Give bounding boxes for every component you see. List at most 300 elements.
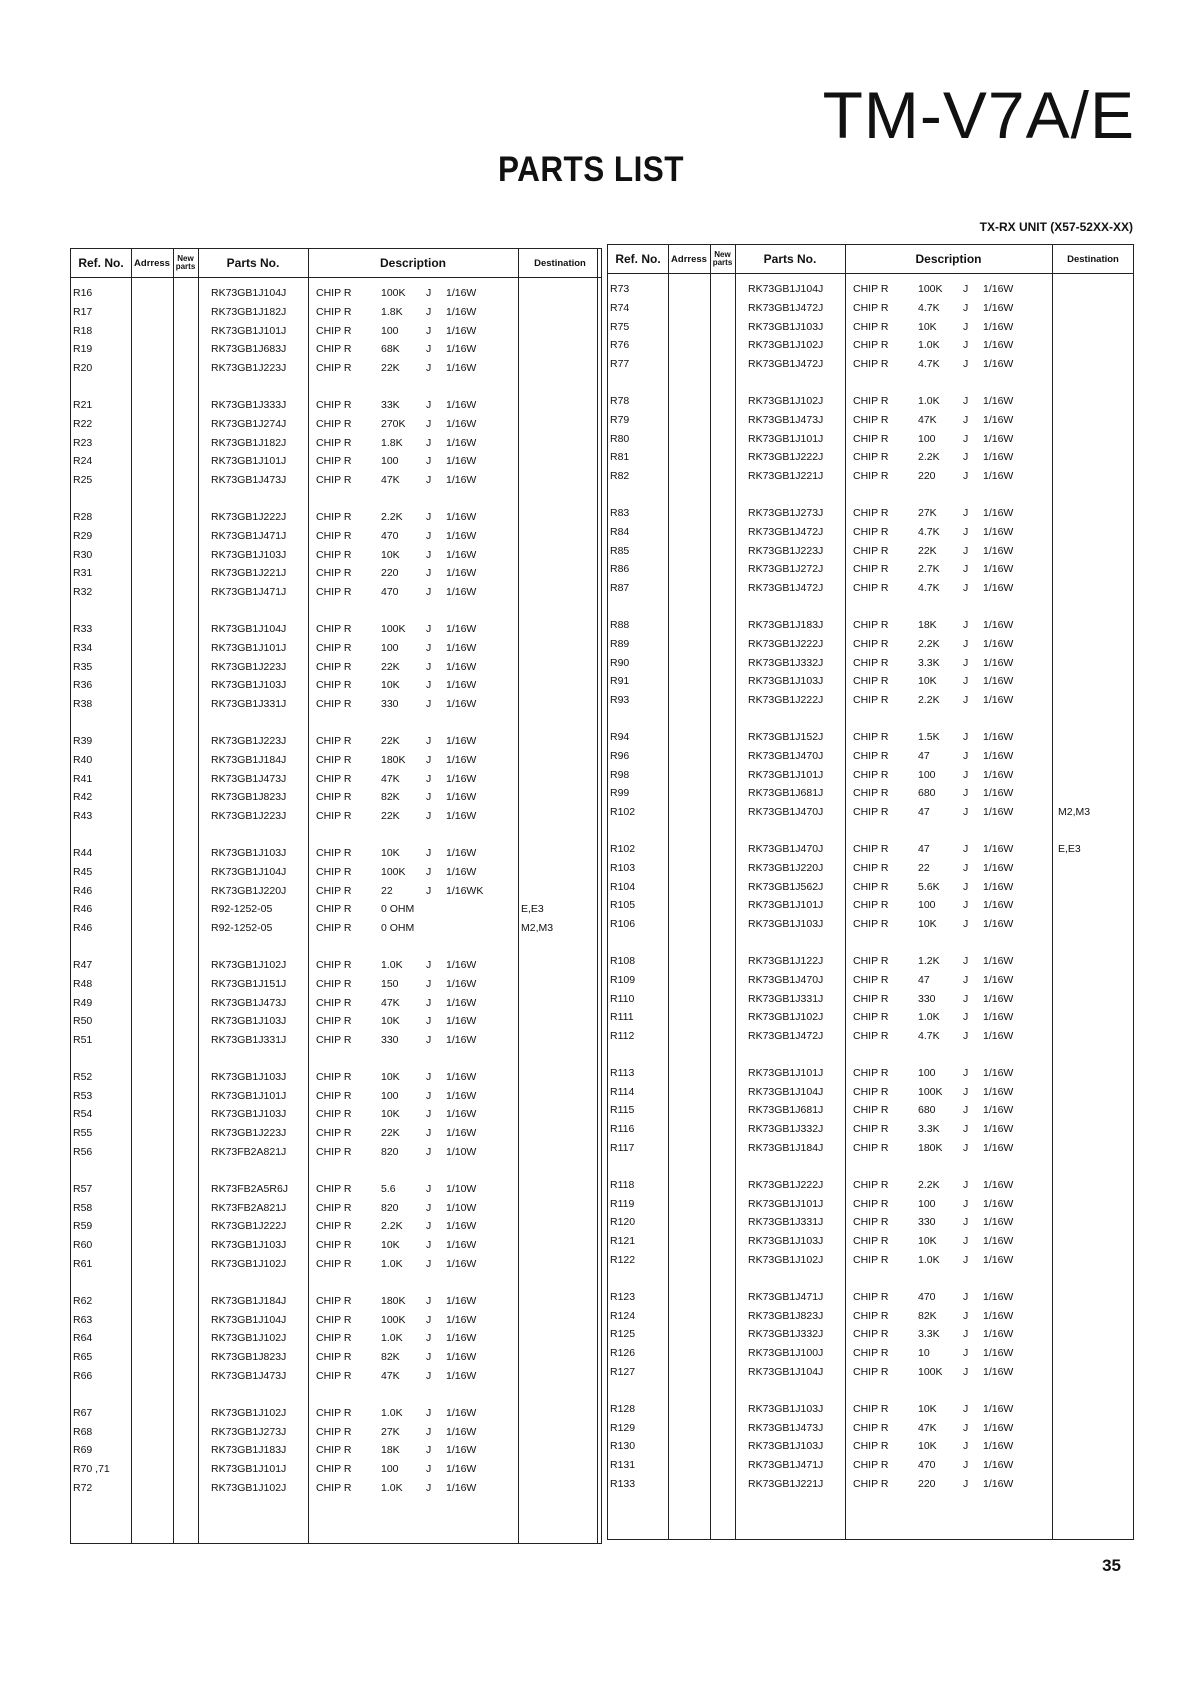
parts-no: RK73GB1J103J [211,548,287,561]
description-tolerance: J [426,436,432,449]
description-tolerance: J [426,846,432,859]
description-value: 100 [381,641,399,654]
description-type: CHIP R [316,362,352,375]
parts-no: RK73GB1J101J [748,768,824,781]
ref-no: R116 [610,1123,635,1136]
parts-no: RK73GB1J823J [211,1351,287,1364]
description-wattage: 1/16W [983,1197,1014,1210]
description-value: 1.0K [918,394,940,407]
description-wattage: 1/16W [446,398,477,411]
ref-no: R129 [610,1421,636,1434]
parts-no: RK73GB1J102J [211,1406,287,1419]
ref-no: R69 [73,1444,93,1457]
ref-no: R45 [73,865,93,878]
ref-no: R108 [610,954,636,967]
description-type: CHIP R [316,865,352,878]
ref-no: R60 [73,1239,93,1252]
model-name: TM-V7A/E [822,78,1135,152]
description-tolerance: J [426,362,432,375]
description-type: CHIP R [316,810,352,823]
description-type: CHIP R [316,903,352,916]
description-tolerance: J [963,1178,969,1191]
description-type: CHIP R [853,506,889,519]
parts-no: RK73GB1J223J [211,734,287,747]
table-row [71,360,601,379]
ref-no: R34 [73,641,93,654]
description-value: 100 [918,432,936,445]
description-value: 10K [381,548,400,561]
ref-no: R36 [73,679,93,692]
description-value: 47K [381,1370,400,1383]
description-type: CHIP R [316,305,352,318]
header-new-parts-line1: New [714,250,731,259]
description-value: 22K [381,660,400,673]
ref-no: R59 [73,1220,93,1233]
ref-no: R96 [610,749,630,762]
description-wattage: 1/16W [446,753,477,766]
description-tolerance: J [426,641,432,654]
description-value: 5.6 [381,1182,396,1195]
description-type: CHIP R [853,787,889,800]
description-value: 22 [381,884,393,897]
description-type: CHIP R [853,525,889,538]
table-row [71,1088,601,1107]
description-wattage: 1/16W [446,343,477,356]
description-wattage: 1/16W [983,730,1014,743]
row-group [71,733,601,827]
description-tolerance: J [963,525,969,538]
description-value: 470 [381,586,399,599]
ref-no: R72 [73,1482,93,1495]
description-tolerance: J [426,865,432,878]
row-group [71,845,601,939]
table-row [71,547,601,566]
description-tolerance: J [963,1328,969,1341]
row-group [608,729,1133,823]
description-type: CHIP R [853,1085,889,1098]
description-value: 10K [381,1108,400,1121]
ref-no: R89 [610,637,630,650]
ref-no: R126 [610,1347,636,1360]
description-type: CHIP R [853,675,889,688]
description-tolerance: J [426,698,432,711]
description-tolerance: J [963,432,969,445]
description-value: 4.7K [918,301,940,314]
description-tolerance: J [426,1015,432,1028]
description-tolerance: J [426,660,432,673]
description-value: 82K [381,791,400,804]
parts-no: RK73GB1J103J [211,1108,287,1121]
ref-no: R115 [610,1104,635,1117]
description-tolerance: J [963,1142,969,1155]
table-row [608,356,1133,375]
parts-no: RK73GB1J103J [748,1440,824,1453]
description-value: 100K [381,1313,406,1326]
parts-no: RK73GB1J473J [211,1370,287,1383]
parts-no: RK73GB1J472J [748,358,824,371]
description-wattage: 1/16W [446,548,477,561]
table-row [608,1084,1133,1103]
table-row [71,304,601,323]
ref-no: R50 [73,1015,93,1028]
description-type: CHIP R [316,1034,352,1047]
description-value: 22K [381,810,400,823]
table-row [608,953,1133,972]
description-tolerance: J [426,810,432,823]
description-wattage: 1/16W [983,1178,1014,1191]
description-value: 470 [918,1459,936,1472]
description-value: 10K [918,1440,937,1453]
description-wattage: 1/16W [446,1463,477,1476]
description-wattage: 1/16W [446,1332,477,1345]
description-tolerance: J [963,1440,969,1453]
description-tolerance: J [963,954,969,967]
description-value: 100 [918,768,936,781]
ref-no: R46 [73,922,93,935]
description-tolerance: J [963,1290,969,1303]
description-value: 470 [381,529,399,542]
description-wattage: 1/16W [446,1294,477,1307]
description-value: 1.0K [381,1482,403,1495]
description-tolerance: J [426,287,432,299]
parts-no: RK73GB1J222J [211,510,287,523]
parts-no: RK73GB1J104J [211,1313,287,1326]
description-type: CHIP R [853,320,889,333]
table-row [71,677,601,696]
table-body [71,285,601,1517]
parts-no: RK73GB1J273J [748,506,824,519]
description-type: CHIP R [853,749,889,762]
parts-no: RK73GB1J470J [748,749,824,762]
ref-no: R84 [610,525,630,538]
description-tolerance: J [426,324,432,337]
ref-no: R117 [610,1142,635,1155]
row-group [71,1069,601,1163]
description-tolerance: J [963,1216,969,1229]
ref-no: R133 [610,1478,636,1491]
description-wattage: 1/16W [446,529,477,542]
description-wattage: 1/10W [446,1182,477,1195]
description-type: CHIP R [853,806,889,819]
description-type: CHIP R [853,694,889,707]
description-tolerance: J [963,1478,969,1491]
ref-no: R80 [610,432,630,445]
description-value: 180K [381,1294,406,1307]
description-wattage: 1/16W [983,1011,1014,1024]
description-type: CHIP R [316,734,352,747]
description-wattage: 1/16W [983,899,1014,912]
parts-no: RK73GB1J184J [211,753,287,766]
description-tolerance: J [426,977,432,990]
description-type: CHIP R [316,529,352,542]
table-row [608,897,1133,916]
description-wattage: 1/16W [446,417,477,430]
table-row [608,524,1133,543]
table-row [608,1457,1133,1476]
description-tolerance: J [963,918,969,931]
description-value: 100 [918,1197,936,1210]
ref-no: R70 ,71 [73,1463,110,1476]
description-wattage: 1/16W [446,772,477,785]
description-tolerance: J [426,1370,432,1383]
description-value: 100K [381,865,406,878]
destination: E,E3 [521,903,544,916]
table-row [608,841,1133,860]
description-wattage: 1/16W [983,470,1014,483]
table-row [608,767,1133,786]
parts-no: RK73GB1J103J [211,846,287,859]
ref-no: R65 [73,1351,93,1364]
row-group [608,505,1133,599]
parts-no: RK73GB1J103J [211,1015,287,1028]
description-type: CHIP R [316,586,352,599]
description-value: 1.0K [381,958,403,971]
description-tolerance: J [963,768,969,781]
table-row [71,1405,601,1424]
description-type: CHIP R [853,618,889,631]
description-wattage: 1/16W [983,618,1014,631]
description-value: 10K [381,679,400,692]
table-row [608,300,1133,319]
description-wattage: 1/16W [446,660,477,673]
table-row [608,1476,1133,1495]
parts-no: RK73GB1J103J [211,1070,287,1083]
ref-no: R39 [73,734,93,747]
description-type: CHIP R [853,1123,889,1136]
description-type: CHIP R [316,884,352,897]
description-value: 10K [918,1402,937,1415]
description-wattage: 1/16W [983,1216,1014,1229]
parts-no: RK73GB1J221J [211,567,287,580]
description-tolerance: J [963,730,969,743]
description-type: CHIP R [316,622,352,635]
description-wattage: 1/16W [983,1142,1014,1155]
description-type: CHIP R [853,1235,889,1248]
page-number: 35 [1102,1556,1121,1575]
description-value: 1.0K [381,1258,403,1271]
table-row [608,543,1133,562]
ref-no: R99 [610,787,630,800]
parts-no: R92-1252-05 [211,922,273,935]
description-tolerance: J [963,992,969,1005]
description-tolerance: J [426,1313,432,1326]
description-tolerance: J [963,899,969,912]
ref-no: R43 [73,810,93,823]
parts-no: RK73GB1J221J [748,470,824,483]
description-tolerance: J [963,358,969,371]
parts-no: RK73GB1J102J [748,1011,824,1024]
description-type: CHIP R [853,954,889,967]
row-group [608,1289,1133,1383]
description-type: CHIP R [316,1239,352,1252]
parts-no: RK73GB1J823J [211,791,287,804]
table-row [71,1069,601,1088]
ref-no: R79 [610,413,630,426]
table-row [71,659,601,678]
description-wattage: 1/16W [983,918,1014,931]
description-wattage: 1/16W [446,977,477,990]
table-row [71,1312,601,1331]
table-row [71,640,601,659]
parts-no: RK73GB1J683J [211,343,287,356]
description-tolerance: J [426,1351,432,1364]
ref-no: R30 [73,548,93,561]
row-group [71,509,601,603]
description-wattage: 1/16W [983,413,1014,426]
description-type: CHIP R [853,451,889,464]
description-value: 47 [918,806,930,819]
parts-no: RK73GB1J273J [211,1425,287,1438]
description-type: CHIP R [316,436,352,449]
parts-no: RK73GB1J122J [748,954,824,967]
description-tolerance: J [426,753,432,766]
table-row [608,1289,1133,1308]
description-tolerance: J [426,548,432,561]
destination: M2,M3 [521,922,554,935]
ref-no: R74 [610,301,630,314]
description-value: 82K [918,1309,937,1322]
description-value: 47K [381,996,400,1009]
description-type: CHIP R [853,880,889,893]
ref-no: R102 [610,842,636,855]
ref-no: R31 [73,567,93,580]
unit-label: TX-RX UNIT (X57-52XX-XX) [979,220,1133,234]
description-wattage: 1/16W [983,1440,1014,1453]
ref-no: R121 [610,1235,636,1248]
table-row [71,416,601,435]
parts-no: RK73GB1J102J [748,394,824,407]
description-value: 150 [381,977,399,990]
row-group [608,1177,1133,1271]
ref-no: R102 [610,806,636,819]
ref-no: R104 [610,880,636,893]
table-row [71,1442,601,1461]
ref-no: R123 [610,1290,636,1303]
description-value: 0 OHM [381,922,415,935]
description-value: 2.2K [381,1220,403,1233]
ref-no: R47 [73,958,93,971]
description-tolerance: J [426,1294,432,1307]
table-row [71,472,601,491]
parts-table-right [607,244,1134,1540]
description-value: 100 [918,899,936,912]
table-row [608,1364,1133,1383]
ref-no: R44 [73,846,93,859]
table-row [71,397,601,416]
parts-no: RK73GB1J104J [211,287,287,299]
description-value: 330 [918,992,936,1005]
table-row [608,1065,1133,1084]
description-wattage: 1/16W [983,637,1014,650]
description-type: CHIP R [853,768,889,781]
description-wattage: 1/16W [983,1085,1014,1098]
description-type: CHIP R [853,1328,889,1341]
ref-no: R106 [610,918,636,931]
table-row [608,393,1133,412]
description-type: CHIP R [853,899,889,912]
description-value: 82K [381,1351,400,1364]
ref-no: R21 [73,398,93,411]
parts-no: RK73GB1J102J [748,339,824,352]
description-tolerance: J [426,622,432,635]
description-tolerance: J [963,1235,969,1248]
description-wattage: 1/16W [983,806,1014,819]
table-row [608,412,1133,431]
description-tolerance: J [426,510,432,523]
description-value: 100K [381,287,406,299]
ref-no: R19 [73,343,93,356]
description-value: 820 [381,1146,399,1159]
parts-no: RK73GB1J103J [748,320,824,333]
description-type: CHIP R [853,1216,889,1229]
table-row [71,341,601,360]
parts-no: R92-1252-05 [211,903,273,916]
header-description: Description [379,256,446,270]
description-wattage: 1/16W [983,842,1014,855]
description-value: 1.0K [918,1011,940,1024]
parts-no: RK73GB1J222J [748,451,824,464]
description-wattage: 1/16W [983,675,1014,688]
ref-no: R57 [73,1182,93,1195]
description-type: CHIP R [853,842,889,855]
ref-no: R114 [610,1085,635,1098]
ref-no: R46 [73,884,93,897]
table-row [71,1293,601,1312]
parts-no: RK73GB1J223J [211,1127,287,1140]
ref-no: R128 [610,1402,636,1415]
ref-no: R62 [73,1294,93,1307]
ref-no: R130 [610,1440,636,1453]
description-value: 1.5K [918,730,940,743]
description-value: 2.2K [918,637,940,650]
ref-no: R118 [610,1178,635,1191]
description-type: CHIP R [316,1294,352,1307]
table-row [71,1424,601,1443]
description-type: CHIP R [316,1370,352,1383]
description-wattage: 1/16W [446,958,477,971]
description-tolerance: J [963,1123,969,1136]
ref-no: R42 [73,791,93,804]
description-type: CHIP R [316,1313,352,1326]
description-wattage: 1/16W [446,679,477,692]
table-row [608,1214,1133,1233]
description-type: CHIP R [853,544,889,557]
header-description: Description [915,252,982,266]
parts-no: RK73GB1J473J [211,772,287,785]
parts-no: RK73GB1J331J [748,992,824,1005]
description-wattage: 1/16W [446,1351,477,1364]
description-tolerance: J [963,1011,969,1024]
description-type: CHIP R [853,992,889,1005]
description-value: 100K [918,1366,943,1379]
description-wattage: 1/16W [983,973,1014,986]
ref-no: R88 [610,618,630,631]
description-type: CHIP R [316,1444,352,1457]
description-tolerance: J [426,1127,432,1140]
ref-no: R78 [610,394,630,407]
parts-no: RK73GB1J102J [748,1254,824,1267]
description-value: 2.7K [918,563,940,576]
parts-no: RK73GB1J470J [748,806,824,819]
description-value: 3.3K [918,656,940,669]
description-wattage: 1/16W [446,1370,477,1383]
description-type: CHIP R [316,1332,352,1345]
table-row [71,1256,601,1275]
parts-no: RK73GB1J472J [748,301,824,314]
description-wattage: 1/16W [446,698,477,711]
parts-no: RK73GB1J473J [748,413,824,426]
table-row [608,1009,1133,1028]
